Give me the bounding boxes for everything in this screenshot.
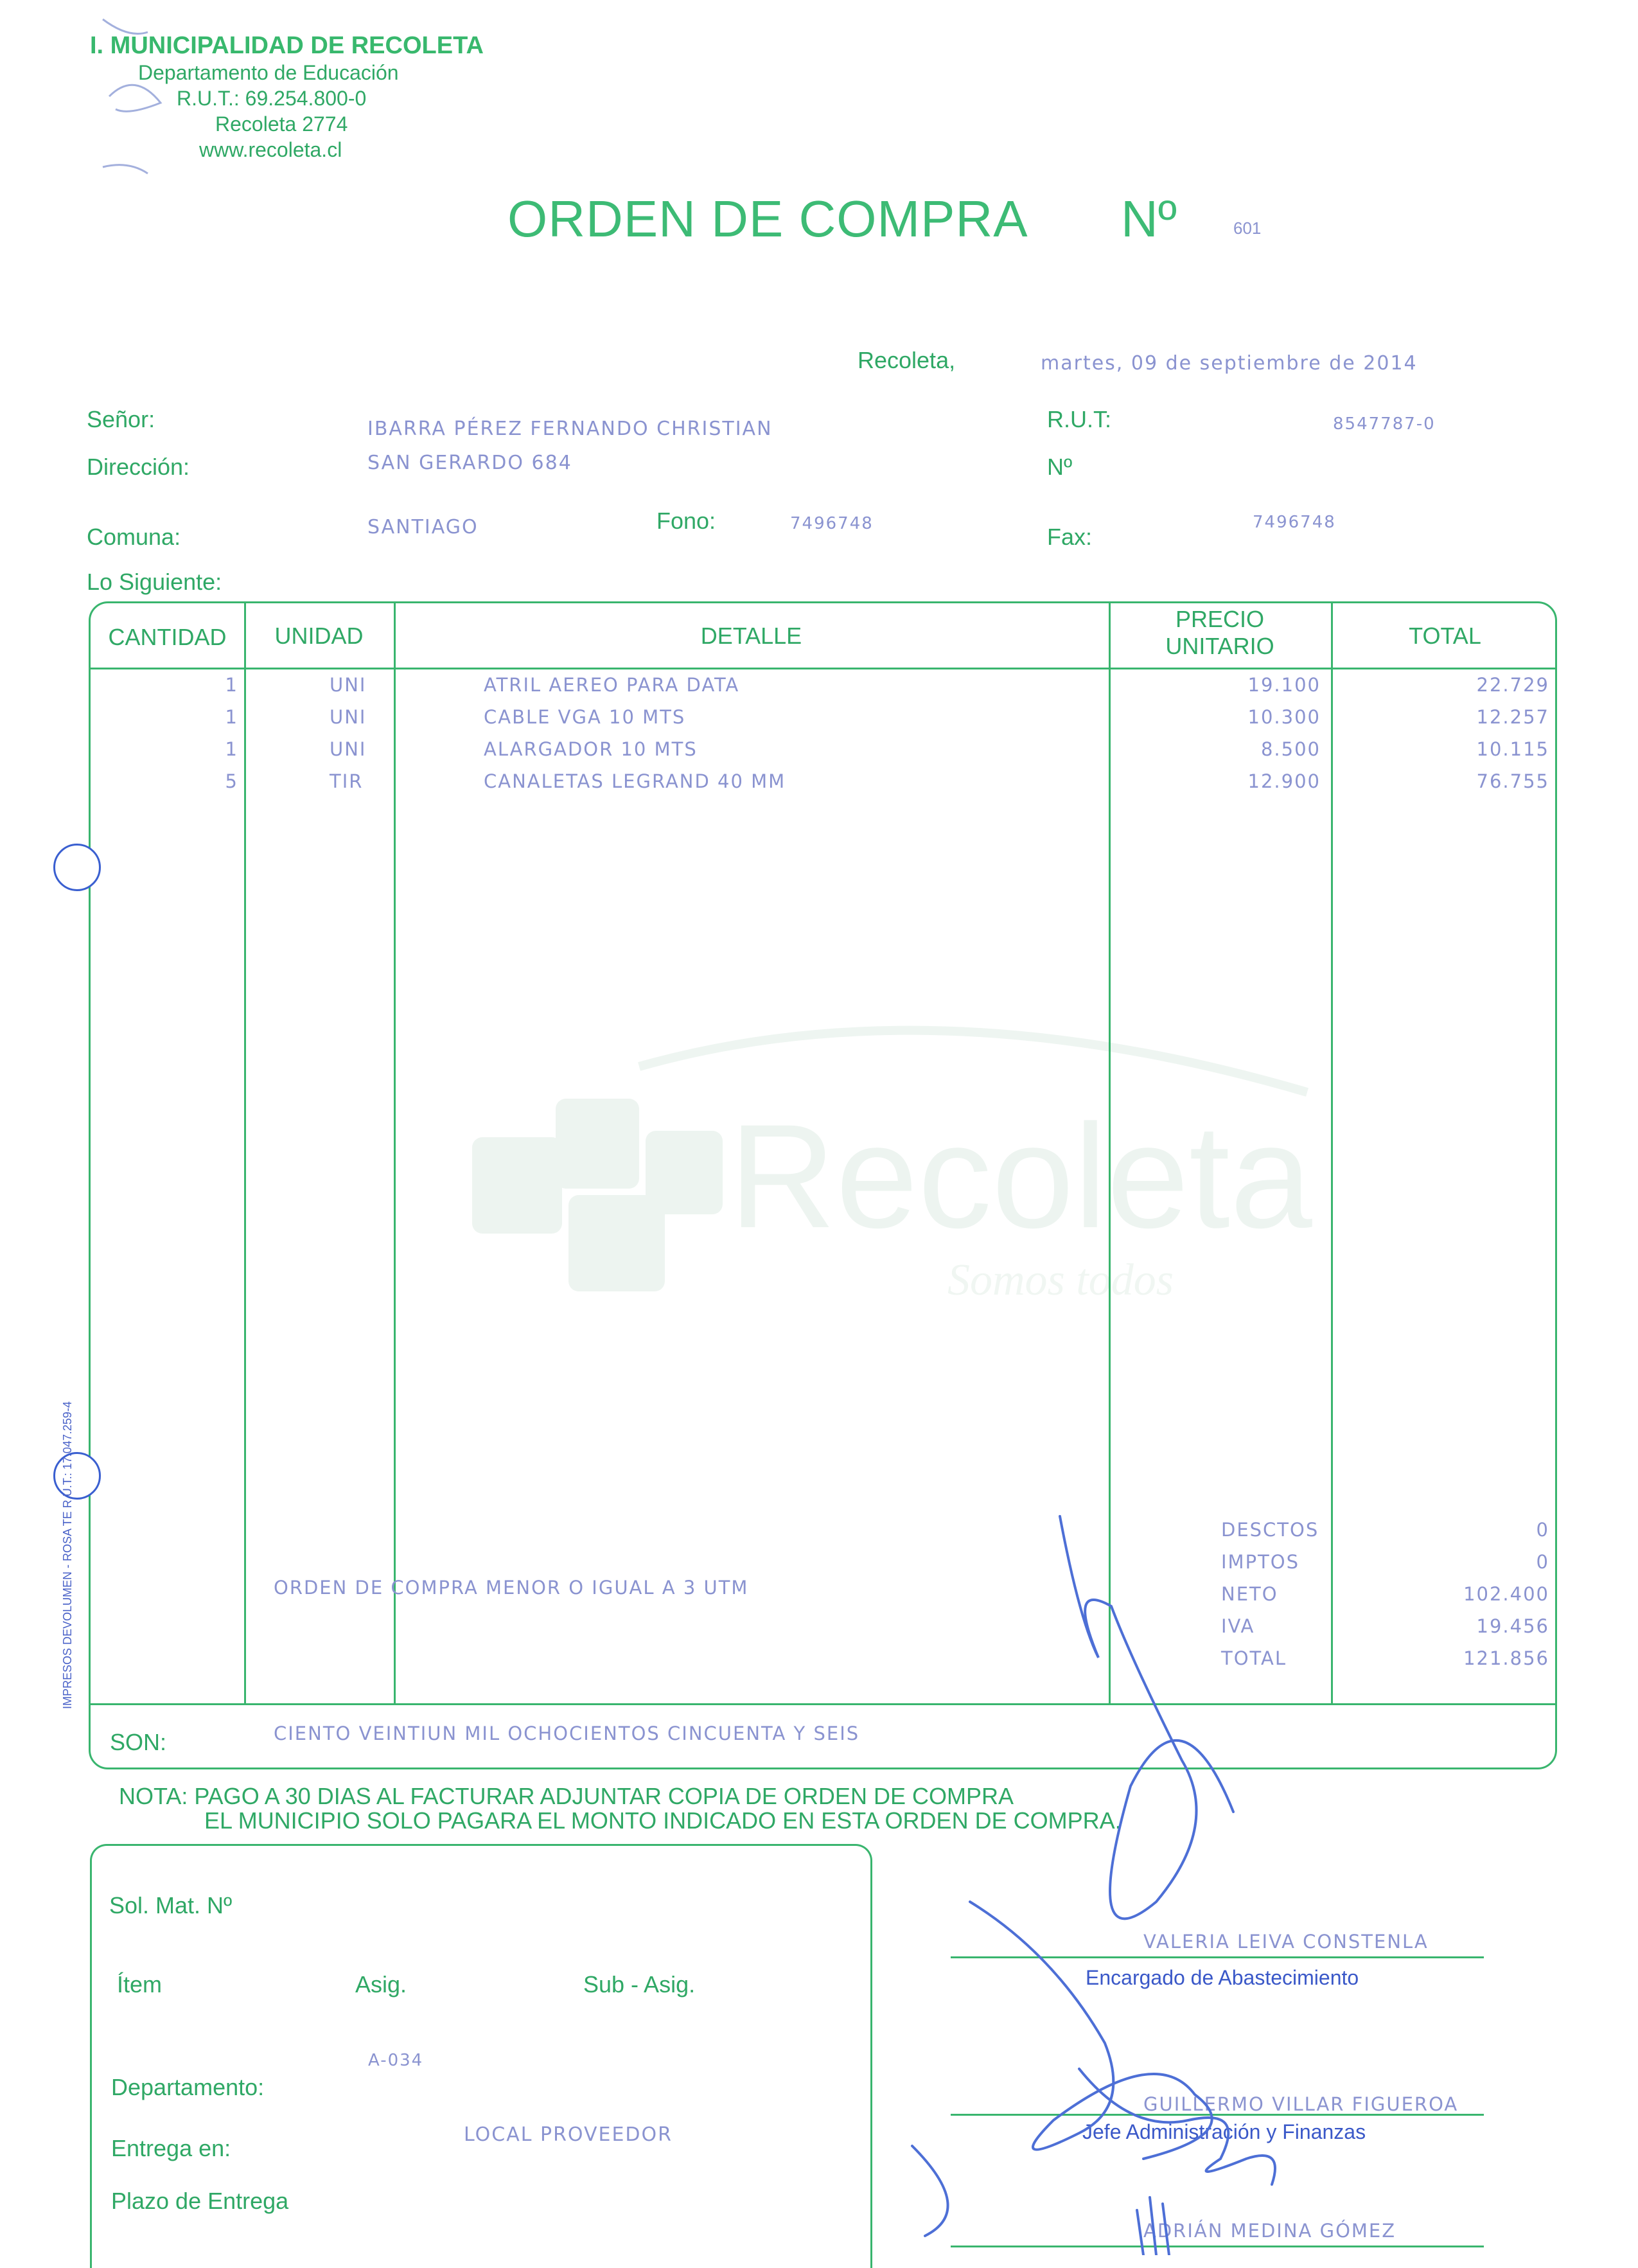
summary-neto-label: NETO — [1221, 1583, 1278, 1605]
row4-detalle: CANALETAS LEGRAND 40 MM — [484, 770, 786, 792]
entrega-value: LOCAL PROVEEDOR — [464, 2123, 673, 2146]
entrega-label: Entrega en: — [111, 2135, 231, 2161]
document-title: ORDEN DE COMPRA — [507, 190, 1028, 247]
vendor-fax: 7496748 — [1253, 513, 1336, 532]
row2-precio: 10.300 — [1247, 706, 1321, 728]
summary-neto-value: 102.400 — [1463, 1583, 1549, 1605]
row1-total: 22.729 — [1476, 674, 1549, 696]
summary-iva-label: IVA — [1221, 1615, 1255, 1637]
departamento-label: Departamento: — [111, 2074, 265, 2100]
department-name: Departamento de Educación — [138, 61, 399, 84]
comuna-label: Comuna: — [87, 524, 181, 550]
row2-detalle: CABLE VGA 10 MTS — [484, 706, 686, 728]
order-date: martes, 09 de septiembre de 2014 — [1041, 352, 1418, 375]
header-detalle: DETALLE — [700, 623, 802, 649]
row3-cantidad: 1 — [225, 738, 238, 760]
watermark-slogan: Somos todos — [947, 1255, 1174, 1305]
signer-1-role: Encargado de Abastecimiento — [1086, 1966, 1359, 1989]
row4-cantidad: 5 — [225, 770, 238, 792]
plazo-label: Plazo de Entrega — [111, 2188, 289, 2214]
header-unitario: UNITARIO — [1165, 633, 1274, 659]
signer-1-name: VALERIA LEIVA CONSTENLA — [1143, 1931, 1429, 1953]
watermark-brand: Recoleta — [729, 1094, 1312, 1259]
row3-unidad: UNI — [330, 738, 367, 760]
municipality-website: www.recoleta.cl — [199, 138, 342, 161]
municipality-rut: R.U.T.: 69.254.800-0 — [177, 87, 367, 110]
vendor-name: IBARRA PÉREZ FERNANDO CHRISTIAN — [367, 418, 773, 440]
amount-in-words: CIENTO VEINTIUN MIL OCHOCIENTOS CINCUENTA Y SEIS — [274, 1723, 860, 1744]
item-label: Ítem — [117, 1971, 163, 1998]
vendor-phone: 7496748 — [790, 514, 874, 533]
vendor-rut: 8547787-0 — [1333, 414, 1436, 434]
row3-precio: 8.500 — [1260, 738, 1321, 760]
order-number-label: Nº — [1121, 190, 1177, 247]
row3-detalle: ALARGADOR 10 MTS — [484, 738, 698, 760]
vendor-comuna: SANTIAGO — [367, 516, 479, 538]
header-unidad: UNIDAD — [274, 623, 364, 649]
sub-asig-label: Sub - Asig. — [583, 1971, 696, 1998]
punch-hole-top-icon — [53, 844, 101, 891]
fono-label: Fono: — [656, 508, 716, 534]
printer-side-text: IMPRESOS DEVOLUMEN - ROSA TE R.U.T.: 17.047.259-4 — [61, 1401, 74, 1709]
row3-total: 10.115 — [1476, 738, 1549, 760]
row4-unidad: TIR — [330, 770, 364, 792]
row1-cantidad: 1 — [225, 674, 238, 696]
header-total: TOTAL — [1409, 623, 1481, 649]
municipality-address: Recoleta 2774 — [215, 112, 348, 136]
address-number-label: Nº — [1047, 454, 1073, 480]
asig-code: A-034 — [368, 2051, 424, 2070]
header-cantidad: CANTIDAD — [108, 624, 227, 650]
nota-line-1: NOTA: PAGO A 30 DIAS AL FACTURAR ADJUNTAR COPIA DE ORDEN DE COMPRA — [119, 1783, 1014, 1809]
lo-siguiente-label: Lo Siguiente: — [87, 569, 222, 595]
header-precio: PRECIO — [1175, 606, 1265, 632]
row4-precio: 12.900 — [1247, 770, 1321, 792]
rut-label: R.U.T: — [1047, 406, 1112, 432]
row1-detalle: ATRIL AEREO PARA DATA — [484, 674, 740, 696]
summary-total-label: TOTAL — [1221, 1647, 1287, 1669]
sol-mat-label: Sol. Mat. Nº — [109, 1892, 233, 1918]
row4-total: 76.755 — [1476, 770, 1549, 792]
row2-total: 12.257 — [1476, 706, 1549, 728]
municipality-name: I. MUNICIPALIDAD DE RECOLETA — [90, 32, 484, 59]
stamp-icon — [90, 13, 257, 180]
summary-imptos-value: 0 — [1536, 1551, 1549, 1573]
senor-label: Señor: — [87, 406, 155, 432]
son-label: SON: — [110, 1729, 167, 1755]
row1-unidad: UNI — [330, 674, 367, 696]
summary-imptos-label: IMPTOS — [1221, 1551, 1300, 1573]
asig-label: Asig. — [355, 1971, 407, 1998]
direccion-label: Dirección: — [87, 454, 190, 480]
summary-total-value: 121.856 — [1463, 1647, 1549, 1669]
city-label: Recoleta, — [858, 347, 956, 373]
order-number: 601 — [1233, 218, 1262, 238]
vendor-address: SAN GERARDO 684 — [367, 452, 572, 474]
row2-unidad: UNI — [330, 706, 367, 728]
order-note: ORDEN DE COMPRA MENOR O IGUAL A 3 UTM — [274, 1577, 749, 1599]
signer-2-name: GUILLERMO VILLAR FIGUEROA — [1143, 2093, 1459, 2115]
fax-label: Fax: — [1047, 524, 1093, 550]
summary-iva-value: 19.456 — [1476, 1615, 1549, 1637]
signer-2-role: Jefe Administración y Finanzas — [1082, 2120, 1366, 2143]
handwritten-signature-icon — [886, 1491, 1349, 2255]
row2-cantidad: 1 — [225, 706, 238, 728]
signer-3-name: ADRIÁN MEDINA GÓMEZ — [1143, 2220, 1396, 2242]
summary-desctos-value: 0 — [1536, 1519, 1549, 1541]
row1-precio: 19.100 — [1247, 674, 1321, 696]
nota-line-2: EL MUNICIPIO SOLO PAGARA EL MONTO INDICADO EN ESTA ORDEN DE COMPRA. — [204, 1807, 1122, 1834]
summary-desctos-label: DESCTOS — [1221, 1519, 1319, 1541]
